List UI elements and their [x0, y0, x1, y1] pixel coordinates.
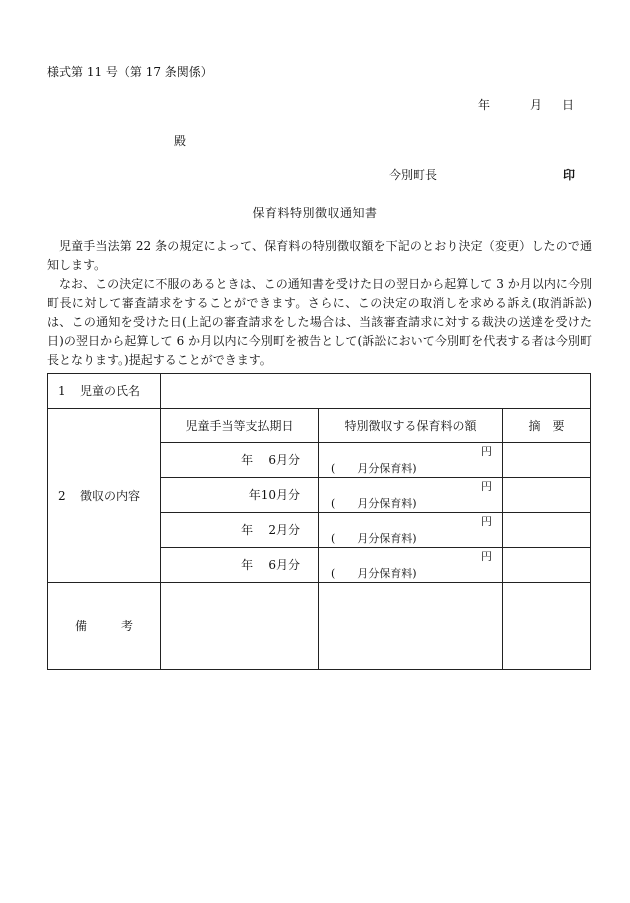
- remarks-value-cell-3[interactable]: [503, 583, 591, 670]
- collection-label-cell: [48, 409, 161, 583]
- body-paragraph-2: なお、この決定に不服のあるときは、この通知書を受けた日の翌日から起算して 3 か月以内に今別町長に対して審査請求をすることができます。さらに、この決定の取消しを求める訴え(取消訴訟)は、この通知を受けた日(上記の審査請求をした場合は、当該審査請求に対する裁決の送達を受けた日)の翌日から起算して 6 か月以内に今別町を被告として(訴訟において今別町を代表する者は今別町長となります。)提起することができます。: [47, 277, 592, 367]
- table-header-row: [48, 409, 591, 443]
- payment-year: 年: [241, 523, 254, 537]
- fee-month-line: ( 月分保育料): [331, 567, 417, 580]
- remarks-row: [48, 583, 591, 670]
- yen-unit: 円: [481, 480, 492, 493]
- fee-month-line: ( 月分保育料): [331, 462, 417, 475]
- payment-month: 6月分: [268, 453, 300, 467]
- payment-year: 年: [248, 488, 261, 502]
- seal-mark: 印: [563, 168, 576, 182]
- payment-year: 年: [241, 558, 254, 572]
- payment-date-cell[interactable]: [161, 478, 319, 513]
- body-text: [47, 237, 592, 370]
- date-year: 年: [477, 98, 490, 112]
- payment-month: 6月分: [268, 558, 300, 572]
- amount-cell[interactable]: [319, 548, 503, 583]
- form-number: 様式第 11 号（第 17 条関係）: [47, 65, 213, 79]
- remarks-label-cell: [48, 583, 161, 670]
- payment-month: 10月分: [260, 488, 300, 502]
- amount-cell[interactable]: [319, 478, 503, 513]
- body-paragraph-1: 児童手当法第 22 条の規定によって、保育料の特別徴収額を下記のとおり決定（変更）したので通知します。: [47, 239, 592, 272]
- column-header-remarks: 摘 要: [503, 409, 591, 443]
- remarks-label-1: 備: [74, 619, 87, 633]
- remarks-value-cell-1[interactable]: [161, 583, 319, 670]
- date-day: 日: [561, 98, 574, 112]
- remarks-cell[interactable]: [503, 548, 591, 583]
- payment-date-cell[interactable]: [161, 443, 319, 478]
- child-name-number: 1: [58, 384, 66, 398]
- remarks-value-cell-2[interactable]: [319, 583, 503, 670]
- addressee-suffix: 殿: [174, 134, 187, 148]
- yen-unit: 円: [481, 550, 492, 563]
- child-name-label-cell: [48, 374, 161, 409]
- fee-month-line: ( 月分保育料): [331, 497, 417, 510]
- date-line: [478, 99, 574, 111]
- remarks-cell[interactable]: [503, 443, 591, 478]
- remarks-label-2: 考: [121, 619, 134, 633]
- column-header-amount: 特別徴収する保育料の額: [319, 409, 503, 443]
- payment-date-cell[interactable]: [161, 513, 319, 548]
- collection-table: [47, 373, 591, 670]
- yen-unit: 円: [481, 515, 492, 528]
- sender-name: 今別町長: [389, 168, 438, 182]
- child-name-label: 児童の氏名: [80, 384, 141, 398]
- amount-cell[interactable]: [319, 443, 503, 478]
- collection-number: 2: [58, 488, 66, 503]
- fee-month-line: ( 月分保育料): [331, 532, 417, 545]
- date-month: 月: [529, 98, 542, 112]
- amount-cell[interactable]: [319, 513, 503, 548]
- child-name-row: [48, 374, 591, 409]
- collection-label: 徴収の内容: [80, 488, 141, 503]
- remarks-cell[interactable]: [503, 478, 591, 513]
- document-title: 保育料特別徴収通知書: [252, 206, 378, 220]
- remarks-cell[interactable]: [503, 513, 591, 548]
- child-name-value-cell[interactable]: [161, 374, 591, 409]
- payment-date-cell[interactable]: [161, 548, 319, 583]
- payment-month: 2月分: [268, 523, 300, 537]
- payment-year: 年: [241, 453, 254, 467]
- column-header-payment-date: 児童手当等支払期日: [161, 409, 319, 443]
- yen-unit: 円: [481, 445, 492, 458]
